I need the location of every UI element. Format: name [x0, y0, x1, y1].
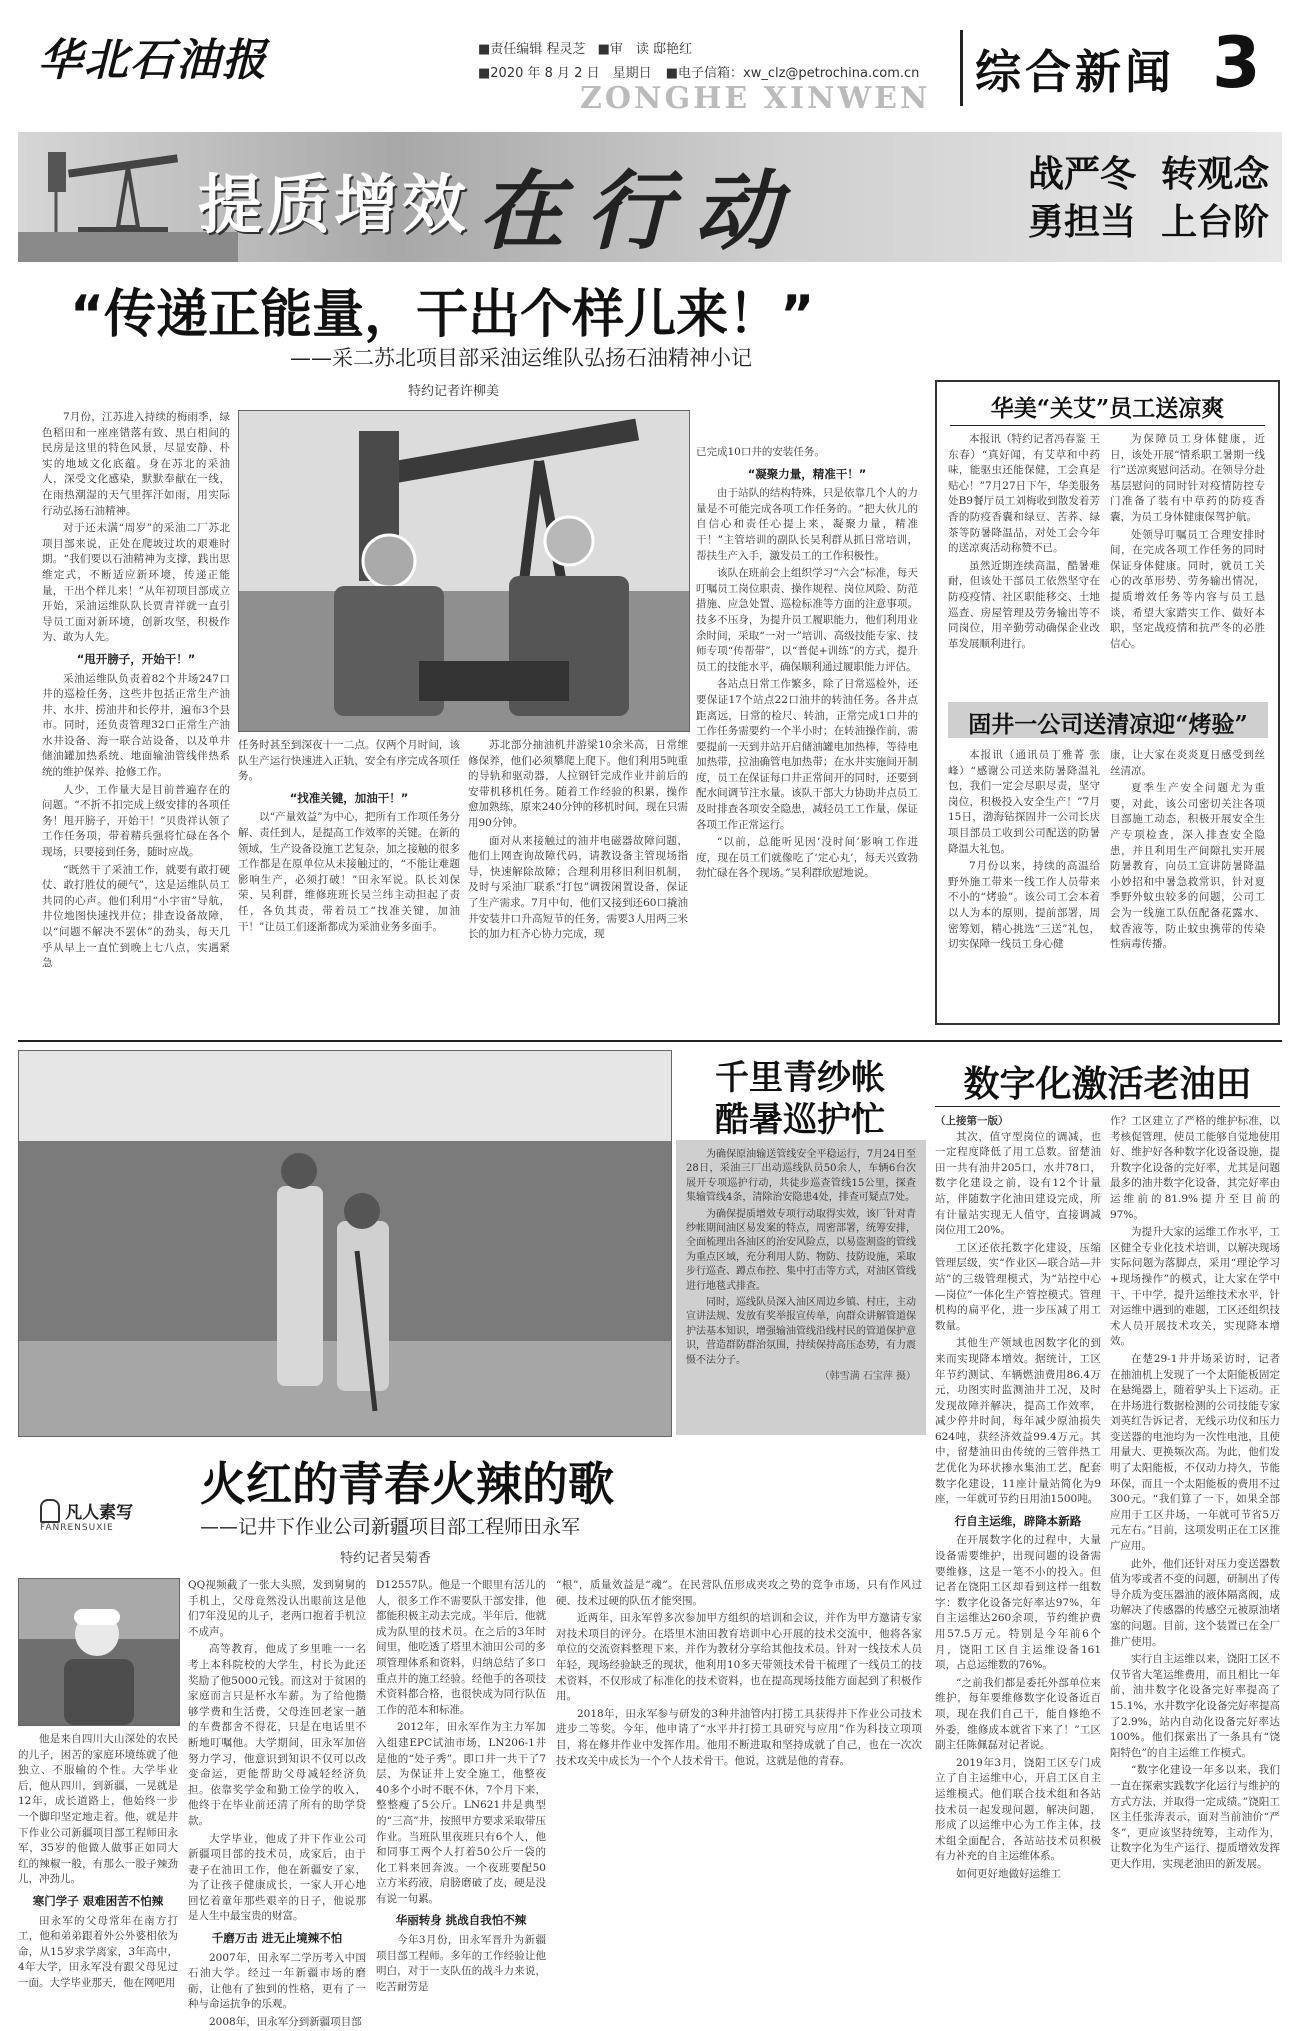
- digital-paragraph: 工区还依托数字化建设，压缩管理层级，实“作业区—联合站—井站”的三级管理模式，为“站控中心—岗位”一体化生产管控模式。管理机构的扁平化，进一步压减了用工数量。: [935, 1241, 1101, 1332]
- cornfield-scene: [19, 1051, 671, 1436]
- lead-paragraph: 已完成10口井的安装任务。: [696, 446, 825, 458]
- engineer-portrait-photo: [18, 1578, 180, 1726]
- column-tag: [40, 1498, 150, 1533]
- side1-column-2: [1110, 432, 1265, 692]
- digital-headline: 数字化激活老油田: [963, 1064, 1252, 1105]
- photo-feature-paragraph: 同时，巡线队员深入油区周边乡镇、村庄，主动宣讲法规、发放有奖举报宣传单，向群众讲解管道保护法基本知识，增强输油管线沿线村民的管道保护意识，营造群防群治氛围，持续保持高压态势，有力震慑不法分子。: [686, 1297, 916, 1366]
- section-title: 综合新闻: [975, 45, 1175, 99]
- side2-title: 固井一公司送清凉迎“烤验”: [968, 711, 1248, 738]
- photo-feature-title-2: 酷暑巡护忙: [715, 1100, 885, 1140]
- side2-paragraph: 康，让大家在炎炎夏日感受到丝丝清凉。: [1110, 749, 1265, 777]
- profile-paragraph: 2018年，田永军参与研发的3种井油管内打捞工具获得井下作业公司技术进步二等奖。今年，他申请了“水平井打捞工具研究与应用”作为科技立项项目，将在修井作业中发挥作用。他用不断进取和坚持成就了自己，也在一次次技术攻关中成长为一个个人技术骨干。他说，这就是他的青春。: [556, 1707, 922, 1767]
- banner-title-script: 在行动: [478, 161, 802, 262]
- profile-column-3: [376, 1578, 546, 1993]
- photo-feature-paragraph: 为确保提质增效专项行动取得实效，该厂针对青纱帐期间油区易发案的特点，周密部署，统筹安排，全面梳理出各油区的治安风险点，以易盗割盗的管线为重点区域，充分利用人防、物防、技防设施，采取步行巡查、蹲点布控、集中打击等方式，对油区管线进行地毯式排查。: [686, 1208, 916, 1292]
- lead-paragraph: 人少，工作量大是目前普遍存在的问题。“不折不扣完成上级安排的各项任务！甩开膀子，开始干！”贝贵祥认领了工作任务项，带着精兵强将忙碌在各个现场，只要接到任务，随时应战。: [42, 783, 230, 859]
- profile-subheadline: ——记井下作业公司新疆项目部工程师田永军: [200, 1516, 581, 1538]
- engineer-figure: [19, 1579, 179, 1725]
- profile-subheading: 千磨万击 进无止境辣不怕: [211, 1931, 343, 1946]
- profile-paragraph: “根”，质量效益是“魂”。在民营队伍形成夹攻之势的竞争市场，只有作风过硬、技术过硬的队伍才能突围。: [556, 1579, 922, 1607]
- side2-paragraph: 夏季生产安全问题尤为重要，对此，该公司密切关注各项目部施工动态，积极开展安全生产专项检查，深入排查安全隐患，并且利用生产间隙扎实开展防暑教育，向员工宣讲防暑降温小妙招和中暑急救常识，针对夏季野外蚊虫较多的问题，公司工会为一线施工队伍配备花露水、蚊香液等，防止蚊虫携带的传染性病毒传播。: [1110, 782, 1265, 951]
- digital-paragraph: 如何更好地做好运维工: [956, 1867, 1061, 1880]
- profile-paragraph: 2008年，田永军分到新疆项目部: [209, 2016, 362, 2029]
- masthead: [0, 0, 1300, 116]
- profile-paragraph: 今年3月份，田永军晋升为新疆项目部工程师。多年的工作经验让他明白，对于一支队伍的战斗力来说，吃苦耐劳是: [376, 1934, 546, 1993]
- profile-subheading: 华丽转身 挑战自我怕不辣: [395, 1913, 527, 1928]
- digital-paragraph: 实行自主运维以来，饶阳工区不仅节省大笔运维费用，而且相比一年前，油井数字化设备完好率提高了15.1%，水井数字化设备完好率提高了2.9%，站内自动化设备完好率达100%。他们探索出了一条具有“饶阳特色”的自主运维工作模式。: [1110, 1653, 1280, 1759]
- digital-paragraph: 其次，值守型岗位的调减，也一定程度降低了用工总数。留楚油田一共有油井205口，水井78口，数字化建设之前，设有12个计量站，伴随数字化油田建设完成，所有计量站实现无人值守，直接调减岗位用工20%。: [935, 1130, 1101, 1237]
- pumpjack-photo-scene: [239, 411, 689, 731]
- side1-title-rule: [950, 425, 1265, 426]
- paper-name: 华北石油报: [38, 35, 268, 86]
- digital-subheading: 行自主运维，辟降本新路: [954, 1513, 1082, 1528]
- lead-subheading: “凝聚力量，精准干！”: [747, 466, 867, 481]
- profile-paragraph: QQ视频截了一张大头照，发到舅舅的手机上，父母竟然没认出眼前这是他们7年没见的儿子，老两口抱着手机泣不成声。: [188, 1579, 366, 1638]
- side1-paragraph: 为保障员工身体健康，近日，该处开展“情系职工暑期一线行”送凉爽慰问活动。在领导分赴基层慰问的同时针对疫情防控专门准备了装有中草药的防疫香囊，为员工身体健康保驾护航。: [1110, 433, 1265, 523]
- banner-slogan-1: 战严冬 转观念: [1028, 153, 1270, 195]
- masthead-divider: [960, 30, 963, 106]
- continued-note: （上接第一版）: [935, 1115, 1009, 1127]
- profile-subheading: 寒门学子 艰难困苦不怕辣: [32, 1893, 164, 1908]
- date-line: [478, 62, 919, 81]
- side1-column-1: [948, 432, 1100, 692]
- profile-column-4: [556, 1578, 922, 1976]
- page-number: 3: [1212, 22, 1261, 104]
- profile-column-2: [188, 1578, 366, 2029]
- editor-label: ■责任编辑: [478, 42, 543, 57]
- lead-paragraph: 对于还未满“周岁”的采油二厂苏北项目部来说，正处在爬坡过坎的艰难时期。“我们要以石油精神为支撑，践出思维定式，不断适应新环境，传递正能量，干出个样儿来！”从年初项目部成立开始，采油运维队队长贾青祥就一直引导员工面对新环境，创新攻坚，积极作为、敢为人先。: [42, 522, 230, 644]
- profile-paragraph: 高等教育，他成了乡里唯一一名考上本科院校的大学生，村长为此还奖励了他5000元钱。而这对于贫困的家庭而言只是杯水车薪。为了给他攒够学费和生活费，父母连回老家一趟的车费都舍不得花，只是在电话里不断地叮嘱他。大学期间，田永军加倍努力学习，他意识到知识不仅可以改变命运，更能帮助父母减轻经济负担。依靠奖学金和勤工俭学的收入，他终于在毕业前还清了所有的助学贷款。: [188, 1643, 366, 1827]
- editor-name: 程灵芝: [546, 42, 586, 57]
- oilfield-workers-photo: [238, 410, 690, 732]
- photo-credit: （韩雪满 石宝萍 摄）: [819, 1371, 916, 1383]
- proof-name: 邸艳红: [653, 42, 693, 57]
- section-divider: [18, 1040, 1282, 1042]
- photo-feature-title-1: 千里青纱帐: [715, 1058, 885, 1098]
- banner-title: 提质增效: [198, 169, 470, 243]
- profile-paragraph: 近两年，田永军曾多次参加甲方组织的培训和会议，并作为甲方邀请专家对技术项目的评分。在塔里木油田教育培训中心开展的技术交流中，他将各家单位的交流资料整理下来，并作为教材分享给其他技术员。针对一线技术人员年轻，现场经验缺乏的现状，他利用10多天带领技术骨干梳理了一线员工的技术资料，不仅形成了标准化的技术资料，也在提高现场技能方面起到了积极作用。: [556, 1612, 922, 1703]
- digital-paragraph: 其他生产领域也因数字化的到来而实现降本增效。据统计，工区年节约测试、车辆燃油费用86.4万元，功图实时监测油井工况，及时发现故障并解决，提高工作效率，减少停井时间，每年减少原油损失624吨，获经济效益99.4万元。其中，留楚油田由传统的三管伴热工艺优化为环状掺水集油工艺，配套数字化建设，11座计量站简化为9座，一年就可节约日用油1500吨。: [935, 1337, 1101, 1506]
- lead-subheadline: ——采二苏北项目部采油运维队弘扬石油精神小记: [290, 346, 752, 370]
- side1-paragraph: 虽然近期连续高温，酷暑难耐，但该处干部员工依然坚守在防疫疫情、社区职能移交、土地巡查、房屋管理及劳务输出等不同岗位，用辛勤劳动确保企业改革发展顺利进行。: [948, 559, 1100, 650]
- pipeline-patrol-photo: [18, 1050, 672, 1437]
- lead-paragraph: 以“产量效益”为中心，把所有工作项任务分解、责任到人，是提高工作效率的关键。在新的领域，生产设备设施工艺复杂，加之接触的很多工作都是在原单位从未接触过的，“不能让难题影响生产，必须打破！”田永军说。队长刘保荣、吴利群，维修班班长吴兰纬主动担起了责任，各负其责，带着员工“找准关键，加油干！”让员工们逐渐都成为采油业务多面手。: [238, 811, 460, 933]
- lead-column-4: [696, 445, 918, 880]
- profile-paragraph: 2007年，田永军二学历考入中国石油大学。经过一年新疆市场的磨砺，让他有了独到的性格，更有了一种与命运抗争的乐观。: [188, 1951, 366, 2011]
- lead-paragraph: 任务时甚至到深夜十一二点。仅两个月时间，该队生产运行快速进入正轨，安全有序完成各项任务。: [238, 739, 460, 783]
- digital-paragraph: 2019年3月，饶阳工区专门成立了自主运维中心，开启工区自主运维模式。他们联合技术组和各站技术员一起发现问题，解决问题，形成了以运维中心为工作主体，技术组全面配合，各站站技术员积极有力补充的自主运维体系。: [935, 1756, 1101, 1863]
- lead-paragraph: 各站点日常工作繁多，除了日常巡检外，还要保证17个站点22口油井的转油任务。各井点距离远，日常的检尺、转油，正常完成1口井的工作任务需要约一个半小时；在转油操作前，需要提前一天到井站开启储油罐电加热棒，等待电加热带，拉油确管电加热带；在水井实施间开制度，员工在保证每口井正常间开的同时，还要到配水间调节注水量。该队干部大力协助井点员工及时排查各项安全隐患，减轻员工工作量，保证各项工作正常运行。: [696, 678, 918, 831]
- side2-paragraph: 本报讯（通讯员丁雅菁 张峰）“感谢公司送来防暑降温礼包，我们一定会尽职尽责，坚守岗位，积极投入安全生产！”7月15日，渤海钻探固井一公司长庆项目部员工收到公司配送的防暑降温大礼包。: [948, 749, 1100, 855]
- proof-label: ■审 读: [597, 42, 649, 57]
- lead-headline: “传递正能量，干出个样儿来！”: [70, 285, 815, 345]
- digital-paragraph: 为提升大家的运维工作水平，工区健全专业化技术培训，以解决现场实际问题为落脚点，采用“理论学习+现场操作”的模式，让大家在学中干、干中学，提升运维技术水平，针对运维中遇到的难题，工区还组织技术人员开展技术攻关，实现降本增效。: [1110, 1226, 1280, 1348]
- side1-paragraph: 本报讯（特约记者冯春鉴 王东春）“真好闻，有艾草和中药味，能驱虫还能保健，工会真是贴心！”7月27日下午，华美服务处B9餐厅员工刘梅收到散发着芳香的防疫香囊和绿豆、苦荞、绿茶等防暑降温品，对处工会今年的送凉爽活动称赞不已。: [948, 433, 1100, 555]
- digital-paragraph: 此外，他们还针对压力变送器数值为零或者不变的问题，研制出了传导介质为变压器油的液体隔离阀，成功解决了传感器的传感空元被原油堵塞的问题。目前，这个装置已在全厂推广使用。: [1110, 1557, 1280, 1648]
- digital-column-1: [935, 1114, 1101, 1976]
- lead-paragraph: “既然干了采油工作，就要有敢打硬仗、敢打胜仗的硬气”，这是运维队员工共同的心声。他们利用“小宇宙”导航，井位地图快速找井位；排查设备故障，以“问题不解决不罢休”的劲头，每天几乎从早上一直忙到晚上七八点，实遇紧急: [42, 863, 230, 970]
- digital-paragraph: “之前我们都是委托外部单位来维护，每年要维修数字化设备近百项，现在我们自己干，能自修绝不外委，维修成本就省下来了！”工区副主任陈佩磊对记者说。: [935, 1676, 1101, 1752]
- lead-subheading: “找准关键，加油干！”: [289, 790, 409, 805]
- lead-column-1: [42, 410, 230, 970]
- lead-subheading: “甩开膀子，开始干！”: [76, 651, 196, 666]
- lead-paragraph: 由于站队的结构特殊，只是依靠几个人的力量是不可能完成各项工作任务的。“把大伙儿的自信心和责任心提上来，凝聚力量，精准干！”主管培训的副队长吴利群从抓日常培训，帮扶生产入手，激发员工的工作积极性。: [696, 487, 918, 562]
- profile-headline: 火红的青春火辣的歌: [200, 1457, 614, 1511]
- lead-paragraph: 面对从来接触过的油井电磁器故障问题，他们上网查询故障代码，请教设备主管现场指导，快速解除故障；合理利用移旧利旧机制，及时与采油厂联系“打包”调拨闲置设备，保证了生产需求。7月中旬，他们又接到还60口撬油井安装井口升高短节的任务，需要3人用两三米长的加力杠齐心协力完成，现: [468, 834, 688, 941]
- profile-byline: 特约记者吴菊香: [340, 1551, 432, 1566]
- photo-feature-text: [686, 1148, 916, 1431]
- digital-paragraph: “数字化建设一年多以来，我们一直在探索实践数字化运行与维护的方式方法，并取得一定成绩。”饶阳工区主任张涛表示，面对当前油价“严冬”，更应该坚持统筹，主动作为，让数字化为生产运行、提质增效发挥更大作用，实现老油田的新发展。: [1110, 1764, 1280, 1870]
- profile-paragraph: 田永军的父母常年在南方打工，他和弟弟跟着外公外婆相依为命，从15岁求学离家，3年高中，4年大学，田永军没有跟父母见过一面。大学毕业那天，他在网吧用: [18, 1914, 178, 1989]
- profile-column-1: [18, 1732, 178, 1989]
- profile-paragraph: D12557队。他是一个眼里有活儿的人，很多工作不需要队干部安排，他都能积极主动去完成。半年后，他就成为队里的技术员。在之后的3年时间里，他吃透了塔里木油田公司的多项管理体系和资料，归纳总结了多口重点井的施工经验。经他手的各项技术资料都合格，也很快成为同行队伍工作的范本和标准。: [376, 1579, 546, 1716]
- digital-paragraph: 在开展数字化的过程中，大量设备需要维护，出现问题的设备需要维修，这是一笔不小的投入。但记者在饶阳工区却看到这样一组数字：数字化设备完好率达97%，年自主运维达260余项，节约维护费用57.5万元。特别是今年前6个月，饶阳工区自主运维设备161项，占总运维数的76%。: [935, 1534, 1101, 1672]
- side1-title: 华美“关艾”员工送凉爽: [990, 395, 1225, 422]
- lead-column-3: [468, 738, 688, 941]
- lead-paragraph: 采油运维队负责着82个井场247口井的巡检任务，这些井包括正常生产油井、水井、捞油井和长停井，遍布3个县市。同时，还负责管理32口正常生产油水井设备、海一联合站设备，以及单井储油罐加热系统、地面输油管线伴热系统的维护保养、抢修工作。: [42, 672, 230, 779]
- lead-paragraph: 该队在班前会上组织学习“六会”标准，每天叮嘱员工岗位职责、操作规程、岗位风险、防范措施、应急处置、巡检标准等方面的注意事项。技多不压身，为提升员工履职能力，他们利用业余时间，采取“一对一”培训、高级技能专家、技师专项“传帮带”，以“普促+训练”的方式，提升员工的技能水平，确保顺利通过履职能力评估。: [696, 567, 918, 673]
- photo-feature-paragraph: 为确保原油输送管线安全平稳运行，7月24日至28日，采油三厂出动巡线队员50余人，车辆6台次展开专项巡护行动，共徒步巡查管线15公里，探查集输管线4条，清除治安隐患4处，排查可疑点7处。: [686, 1149, 916, 1204]
- profile-paragraph: 2012年，田永军作为主力军加入组建EPC试油市场，LN206-1井是他的“处子秀”。即口井一共干了7层，为保证井上安全施工，他整夜40多个小时不眠不休，7个月下来，整整瘦了5公斤。LN621井是典型的“三高”井，按照甲方要求采取带压作业。当班队里夜班只有6个人，他和同事工两个人打着50公斤一袋的化工料来回奔波。一个夜班要配50立方米药液，肩膀磨破了皮，硬是没有说一句累。: [376, 1721, 546, 1905]
- lead-paragraph: 7月份，江苏进入持续的梅雨季，绿色稻田和一座座错落有致、黑白相间的民房是这里的特色风景，尽显安静、朴实的地域文化底蕴。身在苏北的采油人，深受文化感染，默默奉献在一线，在雨热潮湿的天气里挥汗如雨，用实际行动弘扬石油精神。: [42, 411, 230, 517]
- email-address: ■电子信箱：xw_clz@petrochina.com.cn: [665, 66, 920, 81]
- digital-column-2: [1110, 1114, 1280, 1976]
- banner-slogan-2: 勇担当 上台阶: [1028, 201, 1270, 243]
- side2-column-1: [948, 748, 1100, 1016]
- side2-column-2: [1110, 748, 1265, 1016]
- section-pinyin: ZONGHE XINWEN: [580, 81, 931, 116]
- digital-paragraph: 在楚29-1井井场采访时，记者在抽油机上发现了一个太阳能板固定在悬绳器上，随着驴头上下运动。正在井场进行数据检测的公司技能专家刘英红告诉记者，无线示功仪和压力变送器的电池均为一次性电池，且使用量大、更换频次高。为此，他们发明了太阳能板，不仅动力持久，节能环保，而且一个太阳能板的费用不过300元。“我们算了一下，如果全部应用于工区井场，一年就可节省5万元左右。”目前，这项发明正在工区推广应用。: [1110, 1352, 1280, 1553]
- editor-info: [478, 38, 692, 57]
- lead-column-2: [238, 738, 460, 933]
- profile-paragraph: 大学毕业，他成了井下作业公司新疆项目部的技术员，成家后，由于妻子在油田工作，他在新疆安了家，为了让孩子健康成长，一家人开心地回忆着童年那些艰辛的日子，他说那是人生中最宝贵的财富。: [188, 1832, 366, 1923]
- digital-paragraph: 作？工区建立了严格的维护标准，以考核促管理，使员工能够自觉地使用好、维护好各种数字化设备设施，提升数字化设备的完好率，尤其是问题最多的油井数字化设备，其完好率由运维前的81.9%提升至目前的97%。: [1110, 1115, 1280, 1221]
- profile-paragraph: 他是来自四川大山深处的农民的儿子，困苦的家庭环境练就了他独立、不服输的个性。大学毕业后，他从四川，到新疆，一晃就是12年，成长道路上，他始终一步一个脚印坚定地走着。他，就是井下作业公司新疆项目部工程师田永军，35岁的他做人做事正如同大红的辣椒一般，有那么一股子辣劲儿，冲劲儿。: [18, 1733, 178, 1886]
- lead-paragraph: 苏北部分抽油机井游梁10余米高，日常维修保养，他们必须攀爬上爬下。他们利用5吨重的导轨和驱动器，人拉钢钎完成作业井前后的安带机移机任务。随着工作经验的积累，操作愈加熟练，原来240分钟的移机时间，现在只需用90分钟。: [468, 739, 688, 829]
- issue-date: ■2020 年 8 月 2 日 星期日: [478, 66, 652, 81]
- side1-paragraph: 处领导叮嘱员工合理安排时间，在完成各项工作任务的同时保证身体健康。同时，就员工关心的改革形势、劳务输出情况，提质增效任务等内容与员工恳谈，希望大家踏实工作、做好本职，坚定战疫情和抗严冬的必胜信心。: [1110, 528, 1265, 650]
- theme-banner: [18, 132, 1282, 262]
- digital-title-rule: [935, 1106, 1280, 1107]
- lead-paragraph: “以前，总能听见因‘没时间’影响工作进度，现在员工们就像吃了‘定心丸’，每天兴致勃勃忙碌在各个现场。”吴利群欣慰地说。: [696, 836, 918, 880]
- column-tag-label: 凡人素写: [65, 1503, 134, 1523]
- side2-paragraph: 7月份以来，持续的高温给野外施工带来一线工作人员带来不小的“烤验”。该公司工会本着以人为本的原则，提前部署，周密筹划，精心挑选“三送”礼包，切实保障一线员工身心健: [948, 860, 1100, 951]
- lead-byline: 特约记者许柳美: [408, 384, 500, 399]
- person-icon: [40, 1499, 60, 1523]
- column-tag-pinyin: FANRENSUXIE: [40, 1523, 114, 1533]
